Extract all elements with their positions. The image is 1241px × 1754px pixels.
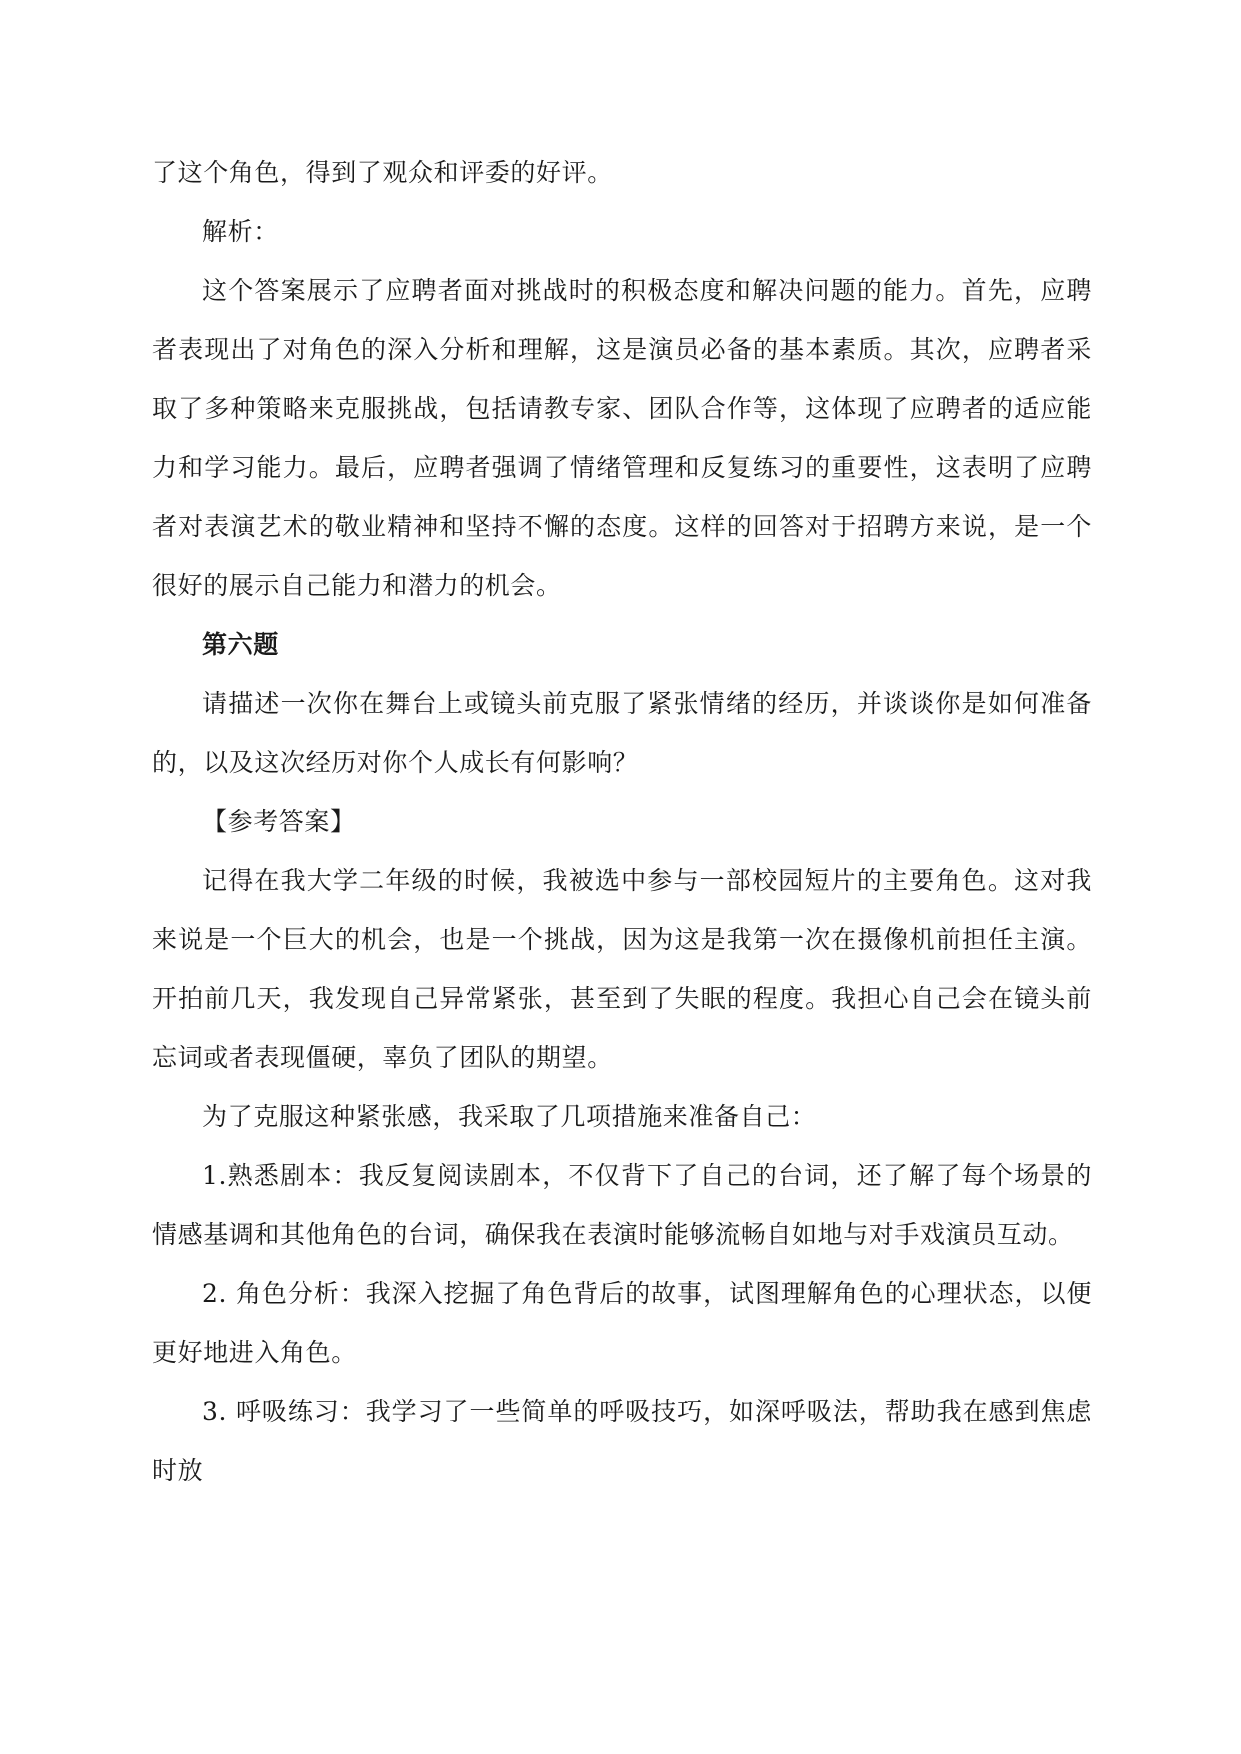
measure-item-3: 3. 呼吸练习：我学习了一些简单的呼吸技巧，如深呼吸法，帮助我在感到焦虑时放	[152, 1397, 1092, 1485]
answer-label: 【参考答案】	[202, 807, 356, 836]
continuation-paragraph: 了这个角色，得到了观众和评委的好评。	[152, 158, 613, 187]
document-body	[152, 143, 1092, 1500]
measure-item-2: 2. 角色分析：我深入挖掘了角色背后的故事，试图理解角色的心理状态，以便更好地进入角色。	[152, 1279, 1092, 1367]
question-title: 第六题	[202, 630, 279, 659]
analysis-paragraph: 这个答案展示了应聘者面对挑战时的积极态度和解决问题的能力。首先，应聘者表现出了对角色的深入分析和理解，这是演员必备的基本素质。其次，应聘者采取了多种策略来克服挑战，包括请教专家、团队合作等，这体现了应聘者的适应能力和学习能力。最后，应聘者强调了情绪管理和反复练习的重要性，这表明了应聘者对表演艺术的敬业精神和坚持不懈的态度。这样的回答对于招聘方来说，是一个很好的展示自己能力和潜力的机会。	[152, 276, 1092, 600]
measure-item-1: 1.熟悉剧本：我反复阅读剧本，不仅背下了自己的台词，还了解了每个场景的情感基调和其他角色的台词，确保我在表演时能够流畅自如地与对手戏演员互动。	[152, 1161, 1092, 1249]
analysis-label: 解析：	[202, 217, 279, 246]
measures-intro-paragraph: 为了克服这种紧张感，我采取了几项措施来准备自己：	[202, 1102, 817, 1131]
question-paragraph: 请描述一次你在舞台上或镜头前克服了紧张情绪的经历，并谈谈你是如何准备的，以及这次经历对你个人成长有何影响？	[152, 689, 1092, 777]
answer-paragraph: 记得在我大学二年级的时候，我被选中参与一部校园短片的主要角色。这对我来说是一个巨大的机会，也是一个挑战，因为这是我第一次在摄像机前担任主演。开拍前几天，我发现自己异常紧张，甚至到了失眠的程度。我担心自己会在镜头前忘词或者表现僵硬，辜负了团队的期望。	[152, 866, 1092, 1072]
